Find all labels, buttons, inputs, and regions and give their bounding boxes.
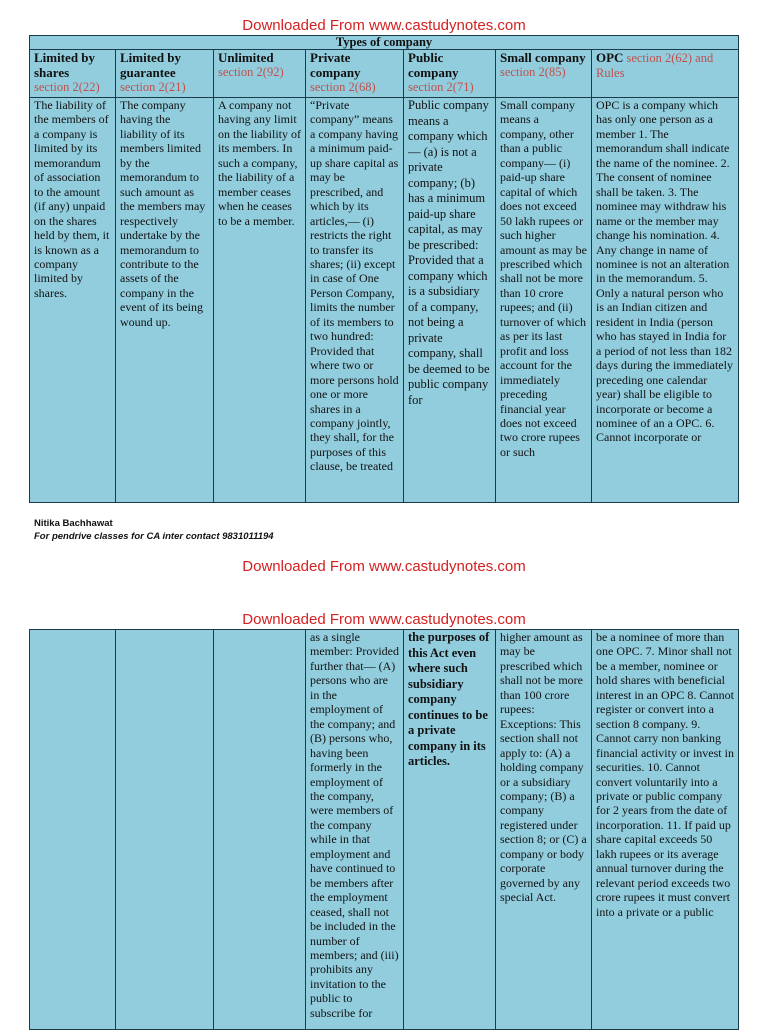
cell-limited-by-shares: The liability of the members of a company is limited by its memorandum of association to the amount (if any) unpaid on the shares held by them, it is known as a company limited by shares.	[34, 98, 113, 300]
header-section: section 2(71)	[408, 80, 474, 94]
cell-public-company: Public company means a company which— (a) is not a private company; (b) has a minimum paid-up share capital, as may be prescribed: Provided that a company which is a subsidiary of a company, not being a private company, shall be deemed to be public company for	[408, 98, 493, 407]
table-title: Types of company	[30, 36, 739, 50]
header-section: section 2(21)	[120, 80, 186, 94]
author-block	[34, 517, 274, 543]
header-section: section 2(68)	[310, 80, 376, 94]
header-title: Public company	[408, 50, 459, 80]
cell-private-company-cont: as a single member: Provided further that— (A) persons who are in the employment of the company; and (B) persons who, having been formerly in the employment of the company, were members of the company while in that employment and have continued to be members after the employment ceased, shall not be included in the number of members; and (iii) prohibits any invitation to the public to subscribe for	[310, 630, 402, 1020]
download-banner-page2[interactable]: Downloaded From www.castudynotes.com	[242, 611, 526, 628]
header-unlimited	[214, 50, 306, 98]
company-types-table-continued	[29, 629, 739, 1030]
cell-small-company: Small company means a company, other than a public company— (i) paid-up share capital of which does not exceed 50 lakh rupees or such higher amount as may be prescribed which shall not be more than 10 crore rupees; and (ii) turnover of which as per its last profit and loss account for the immediately preceding financial year does not exceed two crore rupees or such	[500, 98, 590, 459]
header-title: OPC	[596, 50, 624, 65]
cell-opc: OPC is a company which has only one person as a member 1. The memorandum shall indicate the name of the nominee. 2. The consent of nominee shall be taken. 3. The nominee may withdraw his name or the member may change his nomination. 4. Any change in name of nominee is not an alteration in the memorandum. 5. Only a natural person who is an Indian citizen and resident in India (person who has stayed in India for a period of not less than 182 days during the immediately preceding one calendar year) shall be eligible to incorporate or become a nominee of an a OPC. 6. Cannot incorporate or	[596, 98, 736, 445]
download-banner-footer[interactable]: Downloaded From www.castudynotes.com	[242, 558, 526, 575]
download-banner-top[interactable]: Downloaded From www.castudynotes.com	[242, 17, 526, 34]
header-private-company	[306, 50, 404, 98]
header-section: section 2(62) and Rules	[596, 51, 714, 80]
cell-unlimited: A company not having any limit on the liability of its members. In such a company, the liability of a member ceases when he ceases to be a member.	[218, 98, 304, 228]
company-types-table	[29, 35, 739, 503]
header-title: Unlimited	[218, 50, 274, 65]
header-small-company	[496, 50, 592, 98]
header-section: section 2(85)	[500, 65, 566, 79]
header-public-company	[404, 50, 496, 98]
author-contact: For pendrive classes for CA inter contact 9831011194	[34, 531, 274, 542]
cell-limited-by-guarantee: The company having the liability of its members limited by the memorandum to such amount as the members may respectively undertake by the memorandum to contribute to the assets of the company in the event of its being wound up.	[120, 98, 209, 329]
header-limited-by-guarantee	[116, 50, 214, 98]
header-title: Private company	[310, 50, 361, 80]
author-name: Nitika Bachhawat	[34, 518, 113, 529]
header-title: Limited by shares	[34, 50, 96, 80]
cell-public-company-cont: the purposes of this Act even where such subsidiary company continues to be a private company in its articles.	[408, 630, 493, 768]
content-row	[30, 98, 739, 503]
header-row	[30, 50, 739, 98]
header-limited-by-shares	[30, 50, 116, 98]
header-section: section 2(22)	[34, 80, 100, 94]
cell-private-company: “Private company” means a company having a minimum paid-up share capital as may be prescribed, and which by its articles,— (i) restricts the right to transfer its shares; (ii) except in case of One Person Company, limits the number of its members to two hundred: Provided that where two or more persons hold one or more shares in a company jointly, they shall, for the purposes of this clause, be treated	[310, 98, 402, 474]
content-row-continued	[30, 630, 739, 1030]
header-section: section 2(92)	[218, 65, 284, 79]
cell-small-company-cont: higher amount as may be prescribed which shall not be more than 100 crore rupees: Exceptions: This section shall not apply to: (A) a holding company or a subsidiary company; (B) a company registered under section 8; or (C) a company or body corporate governed by any special Act.	[500, 630, 590, 905]
header-title: Small company	[500, 50, 586, 65]
cell-opc-cont: be a nominee of more than one OPC. 7. Minor shall not be a member, nominee or hold shares with beneficial interest in an OPC 8. Cannot register or convert into a section 8 company. 9. Cannot carry non banking financial activity or invest in securities. 10. Cannot convert voluntarily into a private or public company for 2 years from the date of incorporation. 11. If paid up share capital exceeds 50 lakh rupees or its average annual turnover during the relevant period exceeds two crore rupees it must convert into a private or a public	[596, 630, 737, 919]
header-title: Limited by guarantee	[120, 50, 182, 80]
header-opc	[592, 50, 739, 98]
